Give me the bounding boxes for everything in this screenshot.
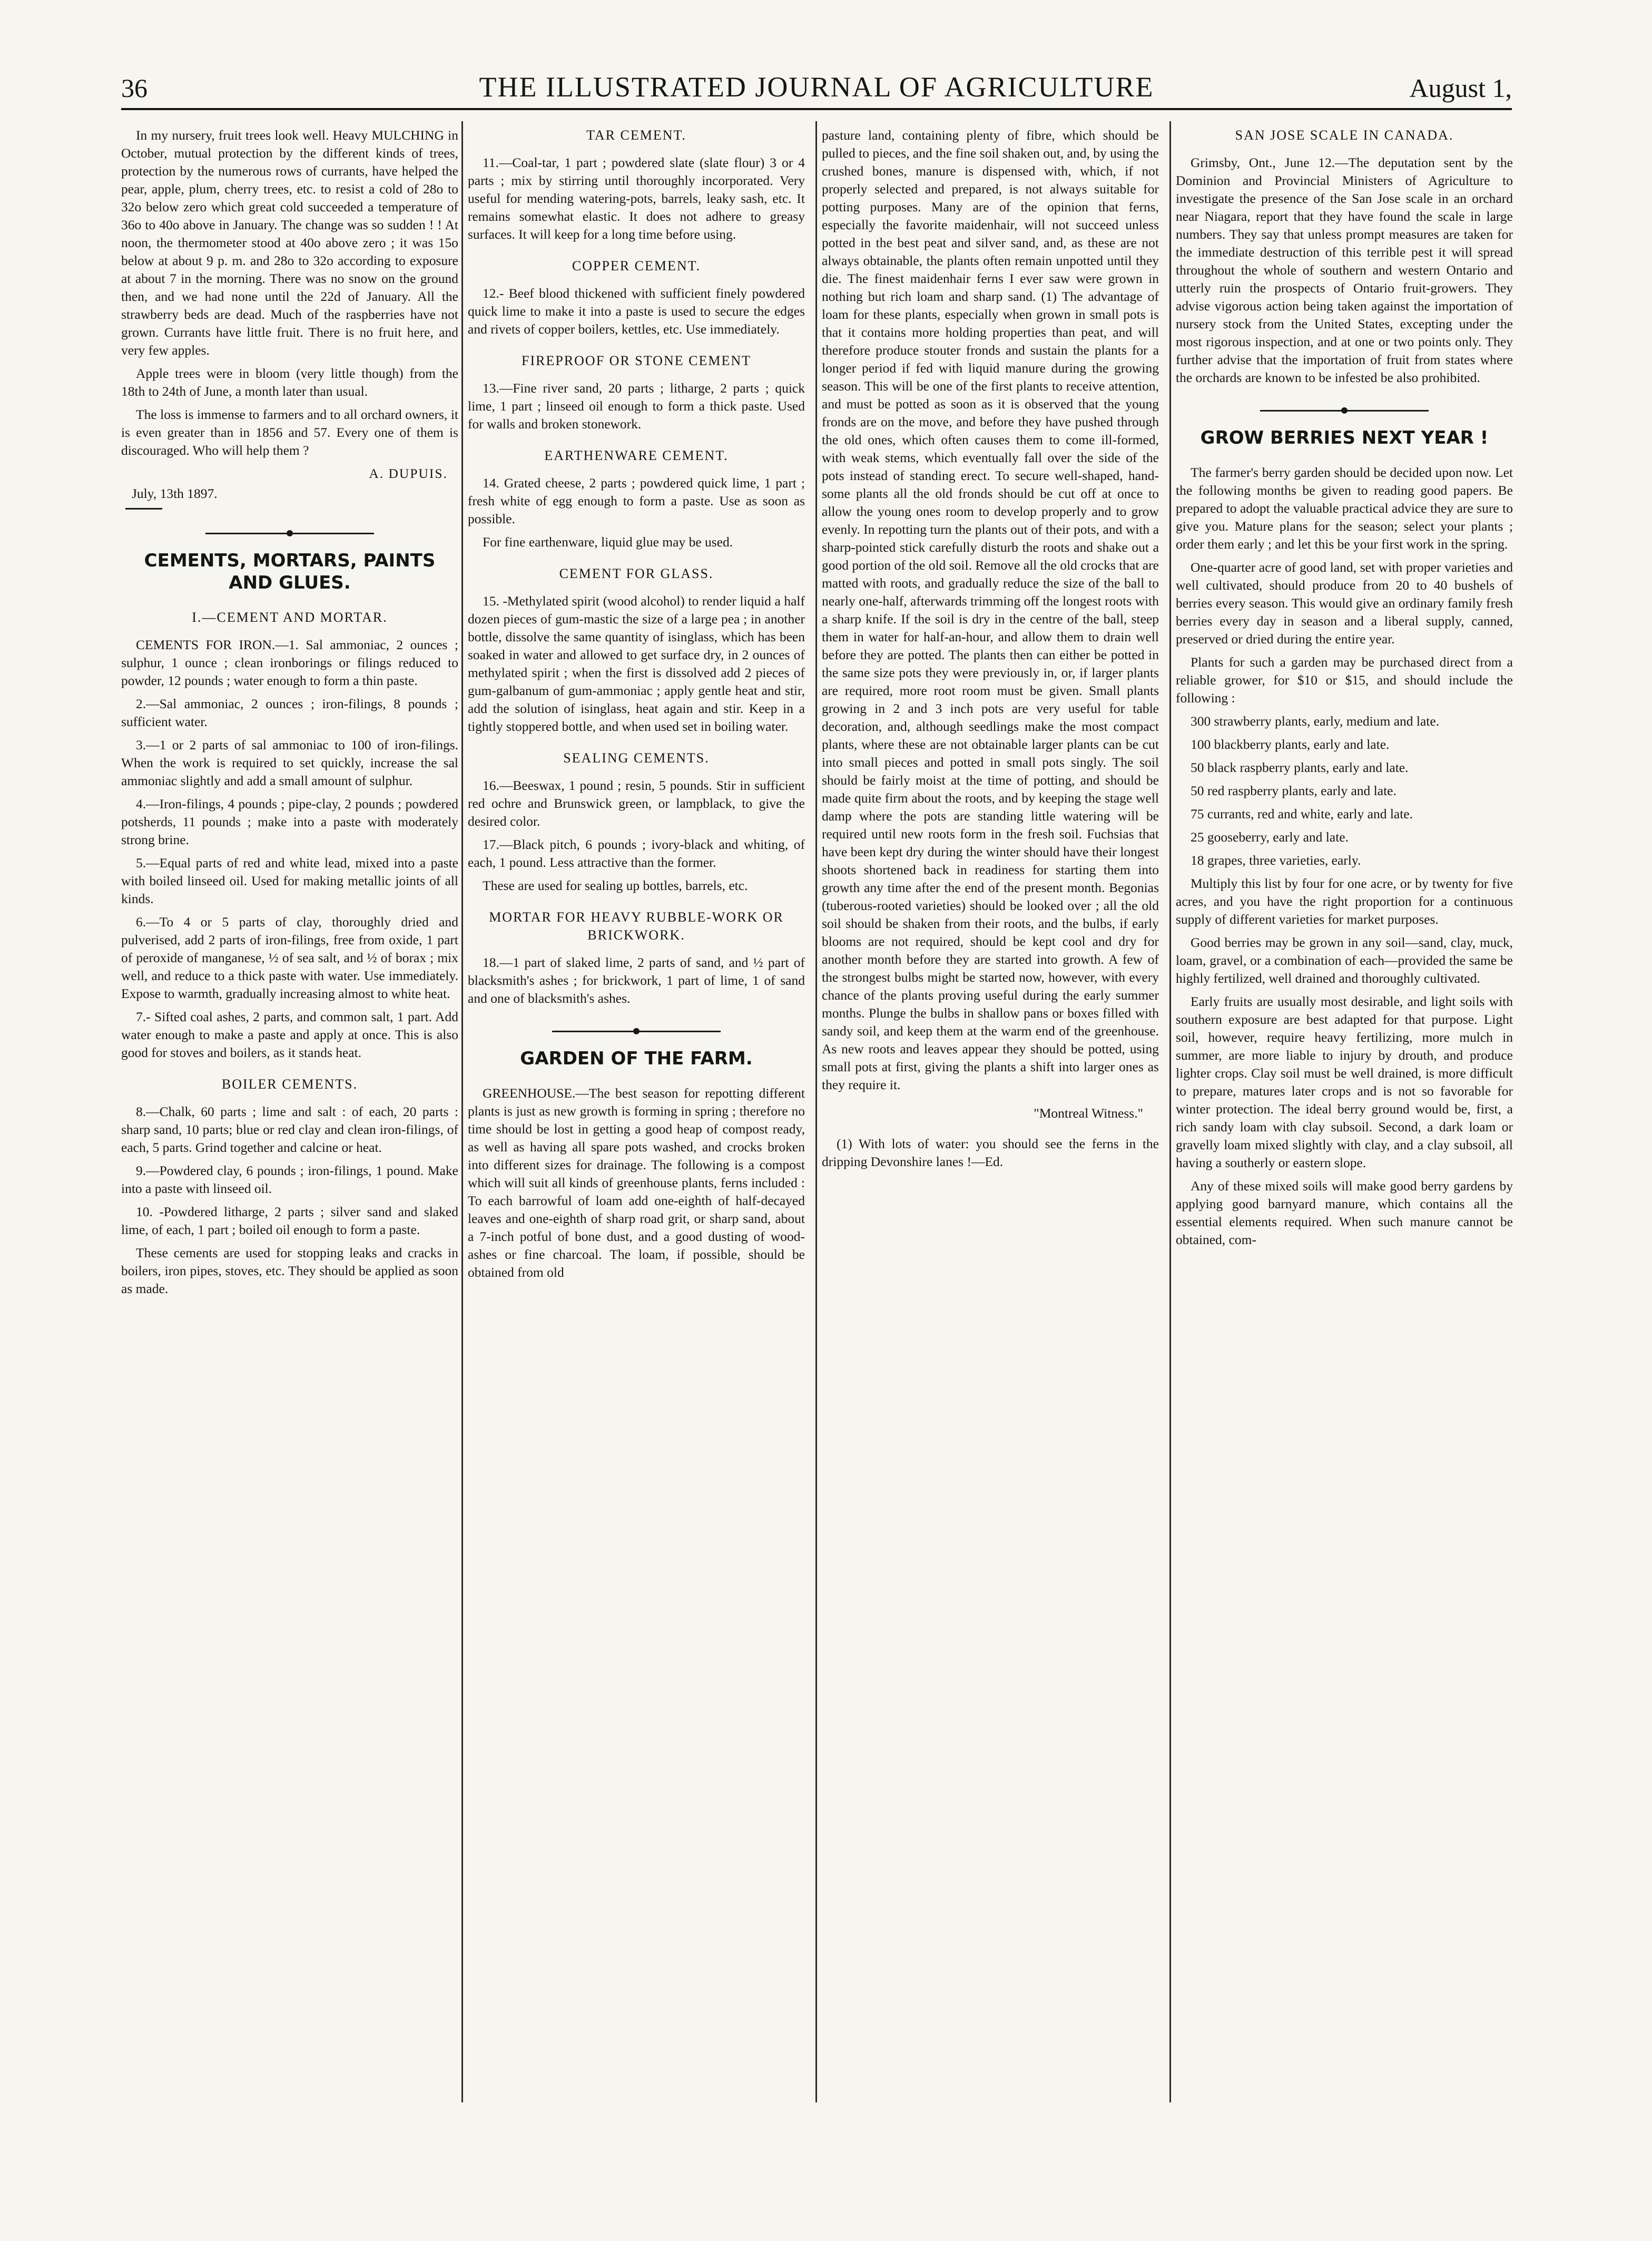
subsection-cement-mortar: I.—CEMENT AND MORTAR. bbox=[192, 610, 388, 625]
article-paragraph: pasture land, containing plenty of fibre, which should be pulled to pieces, and the fine soil shaken out, and, by using the crushed bones, manure is dispensed with, which, if not properly selected and prepared, is not always suitable for potting purposes. Many are of the opinion that ferns, especially the favorite maidenhair, will not succeed unless potted in the best peat and silver sand, and, as these are not always obtainable, the plants often remain unpotted until they die. The finest maidenhair ferns I ever saw were grown in nothing but rich loam and sharp sand. (1) The advantage of loam for these plants, especially when grown in small pots is that it contains more holding properties than peat, and will therefore produce stouter fronds and sustain the plants for a longer period if fed with liquid manure during the growing season. This will be one of the first plants to receive attention, and must be potted as soon as it is observed that the young fronds are on the move, and before they have pushed through the old ones, which often causes them to come ill-formed, with weak stems, which eventually fall over the side of the pots instead of standing erect. To secure well-shaped, hand-some plants all the old fronds should be cut off at once to allow the young ones room to develop properly and to grow evenly. In repotting turn the plants out of their pots, and with a sharp-pointed stick carefully disturb the roots and shake out a good portion of the old soil. Remove all the old crocks that are matted with roots, and gradually reduce the size of the ball to nearly one-half, afterwards trimming off the longest roots with a sharp knife. If the soil is dry in the centre of the ball, steep them in water for half-an-hour, and allow them to drain well before they are potted. The plants then can either be potted in the same size pots they were previously in, or, if larger plants are required, more root room must be given. Small plants growing in 2 and 3 inch pots are very useful for table decoration, and, although seedlings make the most compact plants, where these are not obtainable larger plants can be cut into small pieces and potted in small pots singly. The soil should be fairly moist at the time of potting, and should be made quite firm about the roots, and by keeping the stage well damp where the pots are standing little watering will be required until new roots form in the fresh soil. Fuchsias that have been kept dry during the winter should have their longest shoots shortened back in readiness for starting them into growth any time after the end of the present month. Begonias (tuberous-rooted varieties) should be looked over ; all the old soil should be shaken from their roots, and the bulbs, if early blooms are not required, should be kept cool and dry for another month before they are started into growth. A few of the strongest bulbs might be started now, however, with every chance of the plants proving useful during the early summer months. Plunge the bulbs in shallow pans or boxes filled with sandy soil, and keep them at the warm end of the greenhouse. As new roots and leaves appear they should be potted, using small pots at first, giving the plants a shift into larger ones as they require it. bbox=[822, 128, 1159, 1092]
recipe-paragraph: 18.—1 part of slaked lime, 2 parts of sand, and ½ part of blacksmith's ashes ; for brickwork, 1 part of lime, 1 of sand and one of blacksmith's ashes. bbox=[468, 955, 805, 1006]
recipe-paragraph: These cements are used for stopping leaks and cracks in boilers, iron pipes, stoves, etc. They should be applied as soon as made. bbox=[121, 1245, 458, 1296]
article-paragraph: Good berries may be grown in any soil—sand, clay, muck, loam, gravel, or a combination of each—provided the same be highly fertilized, well drained and thoroughly cultivated. bbox=[1176, 935, 1513, 986]
tar-cement-heading: TAR CEMENT. bbox=[586, 128, 686, 143]
column-rule bbox=[461, 121, 463, 2102]
recipe-paragraph: 6.—To 4 or 5 parts of clay, thoroughly dried and pulverised, add 2 parts of iron-filings, free from oxide, 1 part of peroxide of manganese, ½ of sea salt, and ½ of borax ; mix well, and reduce to a thick paste with water. Use immediately. Expose to warmth, gradually increasing almost to white heat. bbox=[121, 914, 458, 1001]
letter-paragraph: Apple trees were in bloom (very little though) from the 18th to 24th of June, a month later than usual. bbox=[121, 366, 458, 399]
plant-list-item: 100 blackberry plants, early and late. bbox=[1191, 737, 1390, 752]
recipe-paragraph: 2.—Sal ammoniac, 2 ounces ; iron-filings, 8 pounds ; sufficient water. bbox=[121, 696, 458, 729]
letter-paragraph: In my nursery, fruit trees look well. Heavy MULCHING in October, mutual protection by the different kinds of trees, protection by the numerous rows of currants, have helped the pear, apple, plum, cherry trees, etc. to resist a cold of 28o to 32o below zero which great cold succeeded a temperature of 36o to 40o above in January. The change was so sudden ! ! At noon, the thermometer stood at 40o above zero ; it was 15o below at about 9 p. m. and 28o to 32o according to exposure at about 7 in the morning. There was no snow on the ground then, and we had none until the 22d of January. All the strawberry beds are dead. Much of the raspberries have not grown. Currants have little fruit. There is no fruit here, and very few apples. bbox=[121, 128, 458, 358]
section-title-garden: GARDEN OF THE FARM. bbox=[520, 1048, 753, 1069]
column-rule bbox=[1169, 121, 1171, 2102]
article-paragraph: Any of these mixed soils will make good berry gardens by applying good barnyard manure, which contains all the essential elements required. When such manure cannot be obtained, com- bbox=[1176, 1178, 1513, 1247]
issue-date: August 1, bbox=[1409, 73, 1512, 103]
plant-list-item: 25 gooseberry, early and late. bbox=[1191, 829, 1349, 845]
article-paragraph: Grimsby, Ont., June 12.—The deputation sent by the Dominion and Provincial Ministers of Agriculture to investigate the presence of the San Jose scale in an orchard near Niagara, report that they have found the scale in large numbers. They say that unless prompt measures are taken for the immediate destruction of this terrible pest it will spread throughout the whole of southern and western Ontario and utterly ruin the prospects of Ontario fruit-growers. They advise vigorous action being taken against the importation of nursery stock from the United States, excepting under the most rigorous inspection, and at one or two points only. They further advise that the importation of fruit from states where the orchards are known to be infested be also prohibited. bbox=[1176, 155, 1513, 385]
short-rule bbox=[125, 508, 162, 510]
journal-title: THE ILLUSTRATED JOURNAL OF AGRICULTURE bbox=[479, 71, 1154, 103]
article-paragraph: One-quarter acre of good land, set with proper varieties and well cultivated, should produce from 20 to 40 bushels of berries every season. This would give an ordinary family fresh berries every day in season and a liberal supply, canned, preserved or dried during the entire year. bbox=[1176, 560, 1513, 647]
plant-list-item: 75 currants, red and white, early and late. bbox=[1191, 806, 1413, 821]
fireproof-cement-heading: FIREPROOF OR STONE CEMENT bbox=[522, 353, 751, 368]
footnote: (1) With lots of water: you should see the ferns in the dripping Devonshire lanes !—Ed. bbox=[822, 1136, 1159, 1169]
earthenware-cement-heading: EARTHENWARE CEMENT. bbox=[544, 448, 729, 463]
section-divider bbox=[121, 525, 458, 541]
section-divider bbox=[468, 1023, 805, 1039]
article-paragraph: Early fruits are usually most desirable, and light soils with southern exposure are best adapted for that purpose. Light soil, however, require heavy fertilizing, more mulch in summer, are more liable to injury by drouth, and produce lighter crops. Clay soil must be well drained, is more difficult to prepare, matures later crops and is not so favorable for winter protection. The ideal berry ground would be, first, a rich sandy loam with clay subsoil. Second, a dark loam or gravelly loam mixed slightly with clay, and a clay subsoil, all having a southerly or eastern slope. bbox=[1176, 994, 1513, 1170]
page-header bbox=[121, 68, 1512, 111]
recipe-paragraph: 11.—Coal-tar, 1 part ; powdered slate (slate flour) 3 or 4 parts ; mix by stirring until thoroughly incorporated. Very useful for mending watering-pots, barrels, leaky sash, etc. It remains somewhat elastic. It does not adhere to greasy surfaces. It will keep for a long time before using. bbox=[468, 155, 805, 242]
column-rule bbox=[815, 121, 817, 2102]
article-paragraph: The farmer's berry garden should be decided upon now. Let the following months be given to reading good papers. Be prepared to adopt the valuable practical advice they are sure to give you. Mature plans for the season; select your plants ; order them early ; and let this be your first work in the spring. bbox=[1176, 465, 1513, 552]
mortar-heading: MORTAR FOR HEAVY RUBBLE-WORK OR BRICKWORK. bbox=[489, 909, 784, 943]
page-number: 36 bbox=[121, 73, 148, 103]
article-paragraph: GREENHOUSE.—The best season for repotting different plants is just as new growth is forming in spring ; therefore no time should be lost in getting a good heap of compost ready, as well as having all spare pots washed, and crocks broken into different sizes for drainage. The following is a compost which will suit all kinds of greenhouse plants, ferns included : To each barrowful of loam add one-eighth of half-decayed leaves and one-eighth of sharp road grit, or sharp sand, about a 7-inch potful of bone dust, and a good dusting of wood-ashes or fine charcoal. The loam, if possible, should be obtained from old bbox=[468, 1085, 805, 1280]
letter-date: July, 13th 1897. bbox=[132, 486, 218, 501]
recipe-paragraph: 7.- Sifted coal ashes, 2 parts, and common salt, 1 part. Add water enough to make a paste and apply at once. This is also good for stoves and boilers, as it stands heat. bbox=[121, 1009, 458, 1060]
recipe-paragraph: 9.—Powdered clay, 6 pounds ; iron-filings, 1 pound. Make into a paste with linseed oil. bbox=[121, 1163, 458, 1196]
plant-list-item: 300 strawberry plants, early, medium and late. bbox=[1191, 713, 1440, 729]
recipe-paragraph: 16.—Beeswax, 1 pound ; resin, 5 pounds. Stir in sufficient red ochre and Brunswick green, or lampblack, to give the desired color. bbox=[468, 778, 805, 829]
plant-list-item: 50 red raspberry plants, early and late. bbox=[1191, 783, 1397, 798]
column-2 bbox=[468, 126, 805, 2023]
sealing-cements-heading: SEALING CEMENTS. bbox=[563, 750, 710, 766]
recipe-paragraph: CEMENTS FOR IRON.—1. Sal ammoniac, 2 ounces ; sulphur, 1 ounce ; clean ironborings or filings reduced to powder, 12 pounds ; water enough to form a thin paste. bbox=[121, 637, 458, 688]
recipe-paragraph: 12.- Beef blood thickened with sufficient finely powdered quick lime to make it into a paste is used to secure the edges and rivets of copper boilers, kettles, etc. Use immediately. bbox=[468, 286, 805, 337]
recipe-paragraph: 13.—Fine river sand, 20 parts ; litharge, 2 parts ; quick lime, 1 part ; linseed oil enough to form a thick paste. Used for walls and broken stonework. bbox=[468, 380, 805, 432]
recipe-paragraph: 5.—Equal parts of red and white lead, mixed into a paste with boiled linseed oil. Used for making metallic joints of all kinds. bbox=[121, 855, 458, 906]
header-rule bbox=[121, 108, 1512, 110]
article-paragraph: Multiply this list by four for one acre, or by twenty for five acres, and you have the right proportion for a continuous supply of different varieties for market purposes. bbox=[1176, 876, 1513, 927]
letter-paragraph: The loss is immense to farmers and to all orchard owners, it is even greater than in 1856 and 57. Every one of them is discouraged. Who will help them ? bbox=[121, 407, 458, 458]
recipe-paragraph: These are used for sealing up bottles, barrels, etc. bbox=[483, 878, 748, 893]
section-title-berries: GROW BERRIES NEXT YEAR ! bbox=[1200, 427, 1489, 448]
recipe-paragraph: 15. -Methylated spirit (wood alcohol) to render liquid a half dozen pieces of gum-mastic the size of a large pea ; in another bottle, dissolve the same quantity of isinglass, which has been soaked in water and allowed to get surface dry, in 2 ounces of methylated spirit ; when the first is dissolved add 2 pieces of gum-galbanum of gum-ammoniac ; apply gentle heat and stir, add the solution of isinglass, heat again and stir. Keep in a tightly stoppered bottle, and when used set in boiling water. bbox=[468, 593, 805, 734]
recipe-paragraph: For fine earthenware, liquid glue may be used. bbox=[483, 534, 733, 550]
recipe-paragraph: 3.—1 or 2 parts of sal ammoniac to 100 of iron-filings. When the work is required to set quickly, increase the sal ammoniac slightly and add a small amount of sulphur. bbox=[121, 737, 458, 788]
source-credit: "Montreal Witness." bbox=[1034, 1105, 1143, 1121]
recipe-paragraph: 17.—Black pitch, 6 pounds ; ivory-black and whiting, of each, 1 pound. Less attractive than the former. bbox=[468, 837, 805, 870]
column-4 bbox=[1176, 126, 1513, 2023]
san-jose-heading: SAN JOSE SCALE IN CANADA. bbox=[1235, 128, 1454, 143]
letter-signature: A. DUPUIS. bbox=[369, 466, 448, 481]
recipe-paragraph: 10. -Powdered litharge, 2 parts ; silver sand and slaked lime, of each, 1 part ; boiled oil enough to form a paste. bbox=[121, 1204, 458, 1237]
column-3 bbox=[822, 126, 1159, 2023]
article-paragraph: Plants for such a garden may be purchased direct from a reliable grower, for $10 or $15, and should include the following : bbox=[1176, 654, 1513, 706]
glass-cement-heading: CEMENT FOR GLASS. bbox=[559, 566, 714, 581]
column-1 bbox=[121, 126, 458, 2023]
boiler-cements-heading: BOILER CEMENTS. bbox=[221, 1077, 358, 1092]
plant-list-item: 18 grapes, three varieties, early. bbox=[1191, 853, 1361, 868]
plant-list-item: 50 black raspberry plants, early and late. bbox=[1191, 760, 1409, 775]
section-divider bbox=[1176, 403, 1513, 418]
recipe-paragraph: 14. Grated cheese, 2 parts ; powdered quick lime, 1 part ; fresh white of egg enough to form a paste. Use as soon as possible. bbox=[468, 475, 805, 526]
recipe-paragraph: 8.—Chalk, 60 parts ; lime and salt : of each, 20 parts : sharp sand, 10 parts; blue or red clay and clean iron-filings, of each, 5 parts. Grind together and calcine or heat. bbox=[121, 1104, 458, 1155]
section-title-cements: CEMENTS, MORTARS, PAINTS AND GLUES. bbox=[144, 550, 436, 593]
recipe-paragraph: 4.—Iron-filings, 4 pounds ; pipe-clay, 2 pounds ; powdered potsherds, 11 pounds ; make into a paste with moderately strong brine. bbox=[121, 796, 458, 847]
copper-cement-heading: COPPER CEMENT. bbox=[572, 258, 701, 273]
